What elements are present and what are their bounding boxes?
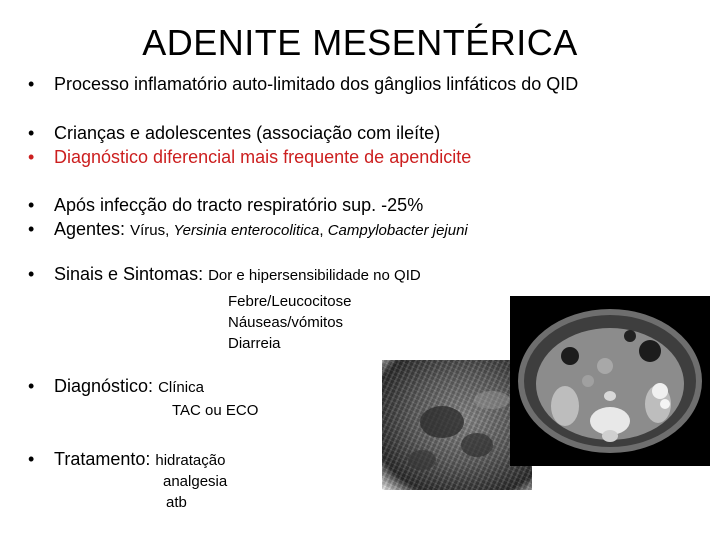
agentes-virus: Vírus, (130, 222, 174, 239)
lymph-node-shape (461, 433, 493, 457)
bullet-text: Diagnóstico diferencial mais frequente de apendicite (54, 147, 472, 167)
tratamento-first: hidratação (155, 452, 226, 469)
bullet-marker: • (28, 376, 35, 396)
ct-lymph-node (582, 375, 594, 387)
bullet-item-diagnostico (28, 376, 204, 397)
diagnostico-first: Clínica (158, 379, 204, 396)
ct-contrast-bowel (660, 399, 670, 409)
echo-band (474, 391, 510, 409)
slide-title: ADENITE MESENTÉRICA (142, 22, 578, 63)
bullet-marker: • (28, 74, 35, 94)
ct-bowel-gas (561, 347, 579, 365)
ct-lymph-node (597, 358, 613, 374)
ct-contrast-bowel (652, 383, 668, 399)
sinais-label: Sinais e Sintomas: (54, 264, 209, 284)
agentes-separator: , (319, 222, 328, 239)
bullet-marker: • (28, 264, 35, 284)
bullet-item-diagnostico-diferencial (28, 147, 471, 168)
bullet-text: Crianças e adolescentes (associação com ileíte) (54, 123, 441, 143)
ct-bowel-gas (639, 340, 661, 362)
sinais-first: Dor e hipersensibilidade no QID (208, 267, 421, 284)
ct-bowel-gas (624, 330, 636, 342)
sinais-sub-nauseas: Náuseas/vómitos (228, 314, 344, 331)
bullet-item-criancas (28, 123, 440, 144)
bullet-marker: • (28, 147, 35, 167)
lymph-node-shape (420, 406, 464, 438)
diagnostico-sub-tac: TAC ou ECO (172, 402, 259, 419)
bullet-text: Após infecção do tracto respiratório sup. -25% (54, 195, 424, 215)
sinais-sub-diarreia: Diarreia (228, 335, 281, 352)
bullet-text: Processo inflamatório auto-limitado dos gânglios linfáticos do QID (54, 74, 579, 94)
tratamento-label: Tratamento: (54, 449, 156, 469)
bullet-marker: • (28, 219, 35, 239)
bullet-item-tratamento (28, 449, 225, 470)
agentes-yersinia: Yersinia enterocolitica (173, 222, 320, 239)
agentes-campylobacter: Campylobacter jejuni (327, 222, 468, 239)
tratamento-sub-analgesia: analgesia (163, 473, 228, 490)
ct-kidney-right (551, 386, 579, 426)
lymph-node-shape (408, 450, 436, 470)
bullet-marker: • (28, 195, 35, 215)
bullet-item-apos-infeccao (28, 195, 423, 216)
bullet-marker: • (28, 123, 35, 143)
ct-spinal-process (602, 430, 618, 442)
diagnostico-label: Diagnóstico: (54, 376, 159, 396)
bullet-item-processo (28, 74, 578, 95)
sinais-sub-febre: Febre/Leucocitose (228, 293, 352, 310)
bullet-item-sinais-sintomas (28, 264, 421, 285)
agentes-label: Agentes: (54, 219, 131, 239)
tratamento-sub-atb: atb (166, 494, 187, 511)
ct-scan-image (510, 296, 710, 466)
bullet-marker: • (28, 449, 35, 469)
ct-aorta (604, 391, 616, 401)
ct-scan-drawing (510, 296, 710, 466)
bullet-item-agentes (28, 219, 468, 240)
